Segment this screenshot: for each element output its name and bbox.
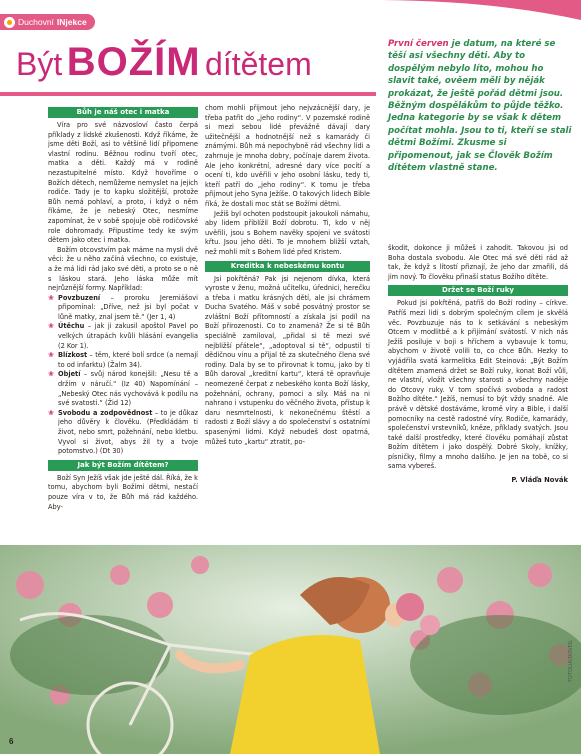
bullet-icon: ❀	[48, 322, 54, 331]
list-item	[48, 294, 198, 323]
title-word-2: BOŽÍM	[66, 40, 201, 84]
subheading-how-to-be: Jak být Božím dítětem?	[48, 460, 198, 471]
intro-highlight: První červen	[388, 39, 449, 49]
paragraph: Pokud jsi pokřtěná, patříš do Boží rodiny – církve. Patříš mezi lidi s dobrým společným cílem je skvělá věc. Povzbuzuje nás to k setkávání s nebeským Otcem v modlitbě a k přijímání svátostí. V nich nás Ježíš posiluje v boji s hříchem a vybavuje k tomu, abychom v životě volili to, co chce Bůh. Hezky to vyjádřila svatá karmelitka Edit Steinová: „Být Božím dítětem znamená držet se Boží ruky, konat Boží vůli, ne vlastní, vložit všechny starosti a všechny naděje do Otcovy ruky. V tom spočívá svoboda a radost Božího dítěte.“ Ježíš, nemusí to být vždy snadné. Ale právě v dětské dostáváme, kromě víry a Bible, i další pomocníky na cestě radostné víry. Rodiče, kamarády, společenství vrstevníků, kněze, příklady svatých. Jsou také další prostředky, které člověku pomáhají zůstat Božím dítětem i jako dospělý. Dobré Skoly, knížky, písničky, filmy a mnoho dalšího. Je jen na tobě, co si sama vybereš.	[388, 299, 568, 471]
list-item	[48, 322, 198, 351]
paragraph: Víra pro své názvosloví často čerpá příklady z lidské zkušenosti. Když říkáme, že jsme děti Boží, asi to většině lidí připomene vlastní rodinu. Běžnou rodinu tvoří otec, matka a děti. Každý má v rodině nezastupitelné místo. Když hovoříme o Božích dětech, nemůžeme nemyslet na jejich rodiče. Tady je to kapku složitější, protože Bůh nemá pohlaví, a proto, i když o něm říkáme, že je nebeský Otec, nesmíme zapomínat, že v sobě spojuje obě rodičovské role dohromady. Připustíme tedy ke svým dětem jako otec i matka.	[48, 121, 198, 245]
title-underline	[0, 92, 376, 96]
list-item	[48, 409, 198, 457]
paragraph: Jsi pokřtěná? Pak jsi nejenom dívka, která vyroste v ženu, možná učitelku, úřednici, herečku a třeba i matku krásných dětí, ale jsi chrámem Ducha Svatého. Máš v sobě posvátný prostor se zvláštní Boží přítomností a získala jsi podíl na Boží přirozenosti. Co to znamená? Že si tě Bůh speciálně zamiloval, „přidal si tě mezi své nejbližší přátele“, „adoptoval si tě“, odpustil ti dědičnou vinu a přijal tě za skutečného člena své rodiny. Dala by se to přirovnat k tomu, jako by ti Bůh daroval „kreditní kartu“, která tě opravňuje neomezeně čerpat z nebeského konta Boží lásky, požehnání, ochrany, pomoci a síly. Máš na ni nahrano i vstupenku do věčného života, přístup k daru nesmrtelnosti, k nekonečnému štěstí a radosti z Boží slávy a do společenství s ostatními spasenými lidmi. Když nebudeš dost opatrná, můžeš tuto „kartu“ ztratit, po-	[205, 274, 370, 446]
bullet-icon: ❀	[48, 370, 54, 379]
section-prefix: Duchovní	[18, 17, 54, 27]
intro-paragraph	[388, 38, 572, 174]
flower-icon	[4, 17, 15, 28]
paragraph: Boží Syn Ježíš však jde ještě dál. Říká, že k tomu, abychom byli Božími dětmi, nestačí pouze víra v to, že Bůh má rád každého. Aby-	[48, 473, 198, 511]
section-name: INjekce	[56, 17, 87, 27]
intro-text: je datum, na které se těší asi všechny děti. Aby to dospělým nebylo líto, mohou ho slavit také, ověem měli by něják prokázat, že ještě pořád dětmi jsou. Běžným dospělákům to půjde těžko. Jedna kategorie by se však k dětem počítat mohla. Jsou to ti, kteří se stali dětmi Božími. Zkusme si připomenout, jak se Člověk Božím dítětem vlastně stane.	[388, 39, 572, 174]
list-item-term: Blízkost	[58, 351, 88, 360]
list-item-term: Svobodu a zodpovědnost	[58, 408, 153, 417]
list-item	[48, 351, 198, 370]
column-2	[205, 104, 370, 447]
bullet-icon: ❀	[48, 351, 54, 360]
bullet-icon: ❀	[48, 408, 54, 417]
subheading-credit-card: Kreditka k nebeskému kontu	[205, 261, 370, 272]
list-item-term: Objetí	[58, 370, 81, 379]
subheading-hold-hand: Držet se Boží ruky	[388, 285, 568, 296]
page-title	[16, 40, 312, 85]
paragraph: Ježíš byl ochoten podstoupit jakoukoli námahu, aby lidem přiblížil Boží dobrotu. Ti, kdo v něj uvěřili, jsou s Bohem navěky spojeni ve svátosti křtu. Jsou jeho děti. To je mnohem bližší vztah, než mohli mít s Bohem lidé před Kristem.	[205, 209, 370, 256]
paragraph: škodit, dokonce ji můžeš i zahodit. Takovou jsi od Boha dostala svobodu. Ale Otec má své děti rád až tak, že když s lítostí přiznají, že jeho dar zmařili, dá jim nový. To člověku přinaší status Božího dítěte.	[388, 244, 568, 281]
title-word-1: Být	[16, 46, 63, 82]
paragraph: chom mohli přijmout jeho nejvzácnější dary, je třeba patřit do „jeho rodiny“. V pozemské rodině si mezi sebou lidé převážně dávají dary užitečnější a hodnotnější než s kamarády či známými. Bůh má nepochybně rád všechny lidi a zahrnuje je mnoha dobry, počínaje darem života. Ale jeho konkrétní, adresné dary více pocítí a ocení ti, kdo uvěřili v jeho osobní lásku, tedy ti, kteří patří do „jeho rodiny“. K tomu je třeba přijmout jeho Syna Ježíše. O takových lidech Bible říká, že dostali moc stát se Božími dětmi.	[205, 104, 370, 208]
page-number: 6	[9, 737, 14, 746]
title-word-3: dítětem	[205, 46, 312, 82]
section-tab	[0, 14, 95, 30]
photo-illustration	[0, 545, 581, 754]
corner-decoration	[370, 0, 581, 20]
photo-credit: FOTOLIA/DOVEIL	[568, 640, 574, 682]
subheading-god-father-mother: Bůh je náš otec i matka	[48, 107, 198, 118]
list-item	[48, 370, 198, 408]
list-item-term: Útěchu	[58, 322, 85, 331]
list-item-text: – jak ji zakusil apoštol Pavel po velkých útrapách kvůli hlásání evangelia (2 Kor 1).	[58, 322, 198, 350]
author-signature: P. Vláďa Novák	[511, 476, 568, 485]
paragraph: Božím otcovstvím pak máme na mysli dvě věci: že u něho začíná všechno, co existuje, a že má lidi rád jako své děti, a proto se o ně s láskou stará. Jeho láska může mít nejrůznější formy. Například:	[48, 245, 198, 293]
list-item-text: – svůj národ konejšil: „Nesu tě a držím v náručí.“ (Iz 40) Napomínání – „Nebeský Otec nás vychovává k podílu na své svatosti.“ (Žid 12)	[58, 370, 198, 408]
list-item-text: – proroku Jeremiášovi připomínal: „Dříve, než jsi byl počat v lůně matky, znal jsem tě.“ (Jer 1, 4)	[58, 293, 198, 321]
list-item-text: – těm, které bolí srdce (a nemají to od infarktu) (Žalm 34).	[58, 351, 198, 369]
column-1	[48, 104, 198, 512]
list-item-text: – to je důkaz jeho důvěry k člověku. (Předkládám ti život, nebo smrt, požehnání, nebo kletbu. Vyvol si život, abys žil ty a tvoje potomstvo.) (Dt 30)	[58, 408, 198, 456]
bullet-icon: ❀	[48, 293, 54, 302]
column-3	[388, 244, 568, 486]
cover-photo	[0, 545, 581, 754]
list-item-term: Povzbuzení	[58, 293, 101, 302]
